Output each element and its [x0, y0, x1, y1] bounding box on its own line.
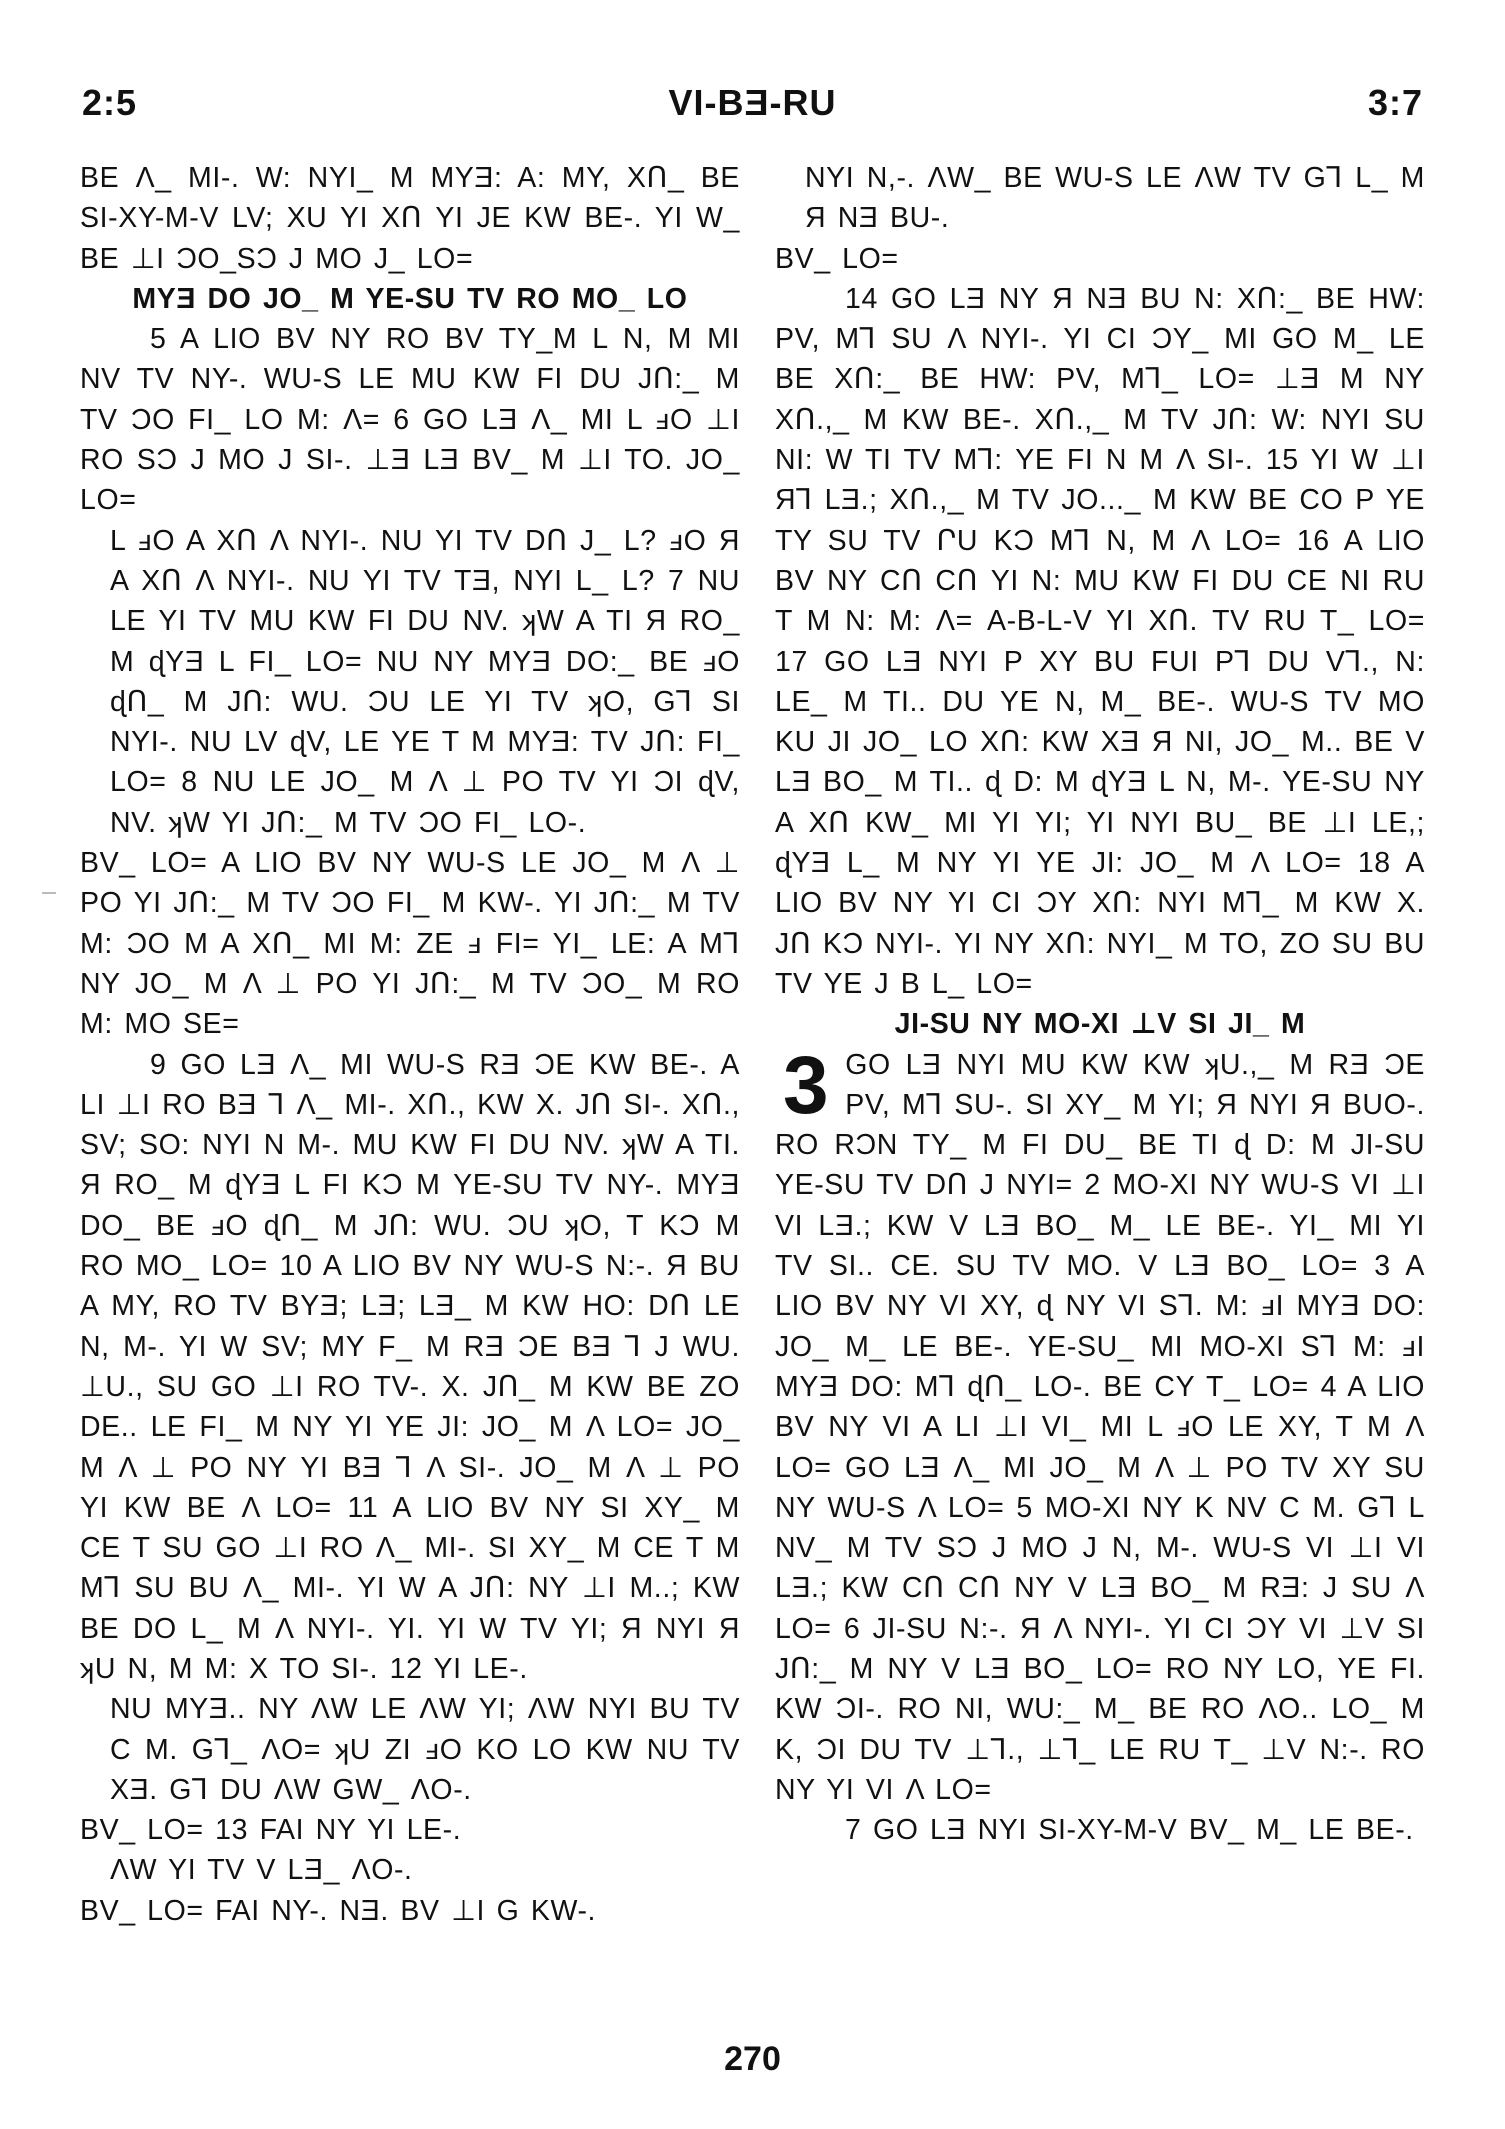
section-heading: MYƎ DO JO_ M YE-SU TV RO MO_ LO [132, 282, 688, 315]
paragraph: BV_ LO= A LIO BV NY WU-S LE JO_ M Λ ⊥ PO YI JՈ:_ M TV ƆO FI_ M KW-. YI JՈ:_ M TV M: ƆO M A XՈ_ MI M: ZE ⅎ FI= YI_ LE: A Mꓶ NY JO_ M Λ ⊥ PO YI JՈ:_ M TV ƆO_ M RO M: MO SE= [80, 847, 740, 1041]
right-column [775, 158, 1425, 1850]
page-number: 270 [724, 2040, 781, 2078]
paragraph: BV_ LO= FAI NY-. NƎ. BV ⊥I G KW-. [80, 1894, 597, 1927]
left-column [80, 158, 740, 1931]
margin-mark [42, 892, 56, 894]
chapter-text: GO LƎ NYI MU KW KW ʞU.,_ M RƎ ƆE PV, Mꓶ SU-. SI XY_ M YI; Я NYI Я BUO-. RO RƆN TY_ M FI DU_ BE TI ɖ D: M JI-SU YE-SU TV DՈ J NYI= 2 MO-XI NY WU-S VI ⊥I VI LƎ.; KW V LƎ BO_ M_ LE BE-. YI_ MI YI TV SI.. CE. SU TV MO. V LƎ BO_ LO= 3 A LIO BV NY VI XY, ɖ NY VI Sꓶ. M: ⅎI MYƎ DO: JO_ M_ LE BE-. YE-SU_ MI MO-XI Sꓶ M: ⅎI MYƎ DO: Mꓶ ɖՈ_ LO-. BE CY T_ LO= 4 A LIO BV NY VI A LI ⊥I VI_ MI L ⅎO LE XY, T M Λ LO= GO LƎ Λ_ MI JO_ M Λ ⊥ PO TV XY SU NY WU-S Λ LO= 5 MO-XI NY K NV C M. Gꓶ L NV_ M TV SƆ J MO J N, M-. WU-S VI ⊥I VI LƎ.; KW CՈ CՈ NY V LƎ BO_ M RƎ: J SU Λ LO= 6 JI-SU N:-. Я Λ NYI-. YI CI ƆY VI ⊥V SI JՈ:_ M NY V LƎ BO_ LO= RO NY LO, YE FI. KW ƆI-. RO NI, WU:_ M_ BE RO ΛO.. LO_ M K, ƆI DU TV ⊥ꓶ., ⊥ꓶ_ LE RU T_ ⊥V N:-. RO NY YI VI Λ LO= [775, 1048, 1425, 1806]
paragraph: 14 GO LƎ NY Я NƎ BU N: XՈ:_ BE HW: PV, Mꓶ SU Λ NYI-. YI CI ƆY_ MI GO M_ LE BE XՈ:_ BE HW: PV, Mꓶ_ LO= ⊥Ǝ M NY XՈ.,_ M KW BE-. XՈ.,_ M TV JՈ: W: NYI SU NI: W TI TV Mꓶ: YE FI N M Λ SI-. 15 YI W ⊥I Яꓶ LƎ.; XՈ.,_ M TV JO..._ M KW BE CO P YE TY SU TV ՐU KƆ Mꓶ N, M Λ LO= 16 A LIO BV NY CՈ CՈ YI N: MU KW FI DU CE NI RU T M N: M: Λ= A-B-L-V YI XՈ. TV RU T_ LO= 17 GO LƎ NYI P XY BU FUI Pꓶ DU Vꓶ., N: LE_ M TI.. DU YE N, M_ BE-. WU-S TV MO KU JI JO_ LO XՈ: KW XƎ Я NI, JO_ M.. BE V LƎ BO_ M TI.. ɖ D: M ɖYƎ L N, M-. YE-SU NY A XՈ KW_ MI YI YI; YI NYI BU_ BE ⊥I LE,; ɖYƎ L_ M NY YI YE JI: JO_ M Λ LO= 18 A LIO BV NY YI CI ƆY XՈ: NYI Mꓶ_ M KW X. JՈ KƆ NYI-. YI NY XՈ: NYI_ M TO, ZO SU BU TV YE J B L_ LO= [775, 282, 1425, 1000]
poetry-block: NU MYƎ.. NY ΛW LE ΛW YI; ΛW NYI BU TV C M. Gꓶ_ ΛO= ʞU ZI ⅎO KO LO KW NU TV XƎ. Gꓶ DU ΛW GW_ ΛO-. [110, 1693, 740, 1806]
chapter-paragraph [775, 1039, 1425, 1811]
section-heading: JI-SU NY MO-XI ⊥V SI JI_ M [894, 1008, 1306, 1041]
running-head-right-reference: 3:7 [1367, 82, 1423, 123]
paragraph: 9 GO LƎ Λ_ MI WU-S RƎ ƆE KW BE-. A LI ⊥I RO BƎ ꓶ Λ_ MI-. XՈ., KW X. JՈ SI-. XՈ., SV; SO: NYI N M-. MU KW FI DU NV. ʞW A TI. Я RO_ M ɖYƎ L FI KƆ M YE-SU TV NY-. MYƎ DO_ BE ⅎO ɖՈ_ M JՈ: WU. ƆU ʞO, T KƆ M RO MO_ LO= 10 A LIO BV NY WU-S N:-. Я BU A MY, RO TV BYƎ; LƎ; LƎ_ M KW HO: DՈ LE N, M-. YI W SV; MY F_ M RƎ ƆE BƎ ꓶ J WU. ⊥U., SU GO ⊥I RO TV-. X. JՈ_ M KW BE ZO DE.. LE FI_ M NY YI YE JI: JO_ M Λ LO= JO_ M Λ ⊥ PO NY YI BƎ ꓶ Λ SI-. JO_ M Λ ⊥ PO YI KW BE Λ LO= 11 A LIO BV NY SI XY_ M CE T SU GO ⊥I RO Λ_ MI-. SI XY_ M CE T M Mꓶ SU BU Λ_ MI-. YI W A JՈ: NY ⊥I M..; KW BE DO L_ M Λ NYI-. YI. YI W TV YI; Я NYI Я ʞU N, M M: X TO SI-. 12 YI LE-. [80, 1048, 740, 1685]
book-title: VI-BƎ-RU [668, 82, 837, 123]
poetry-block: NYI N,-. ΛW_ BE WU-S LE ΛW TV Gꓶ L_ M Я NƎ BU-. [805, 162, 1425, 235]
poetry-block: L ⅎO A XՈ Λ NYI-. NU YI TV DՈ J_ L? ⅎO Я A XՈ Λ NYI-. NU YI TV TƎ, NYI L_ L? 7 NU LE YI TV MU KW FI DU NV. ʞW A TI Я RO_ M ɖYƎ L FI_ LO= NU NY MYƎ DO:_ BE ⅎO ɖՈ_ M JՈ: WU. ƆU LE YI TV ʞO, Gꓶ SI NYI-. NU LV ɖV, LE YE T M MYƎ: TV JՈ: FI_ LO= 8 NU LE JO_ M Λ ⊥ PO TV YI ƆI ɖV, NV. ʞW YI JՈ:_ M TV ƆO FI_ LO-. [110, 524, 740, 839]
paragraph: BV_ LO= 13 FAI NY YI LE-. [80, 1814, 462, 1847]
running-head-left-reference: 2:5 [82, 82, 138, 123]
paragraph: BV_ LO= [775, 242, 899, 275]
paragraph: 7 GO LƎ NYI SI-XY-M-V BV_ M_ LE BE-. [845, 1814, 1414, 1847]
paragraph: BE Λ_ MI-. W: NYI_ M MYƎ: A: MY, XՈ_ BE SI-XY-M-V LV; XU YI XՈ YI JE KW BE-. YI W_ BE ⊥I ƆO_SƆ J MO J_ LO= [80, 162, 740, 275]
paragraph: 5 A LIO BV NY RO BV TY_M L N, M MI NV TV NY-. WU-S LE MU KW FI DU JՈ:_ M TV ƆO FI_ LO M: Λ= 6 GO LƎ Λ_ MI L ⅎO ⊥I RO SƆ J MO J SI-. ⊥Ǝ LƎ BV_ M ⊥I TO. JO_ LO= [80, 323, 740, 517]
poetry-block: ΛW YI TV V LƎ_ ΛO-. [110, 1854, 413, 1887]
chapter-number: 3 [783, 1039, 830, 1131]
